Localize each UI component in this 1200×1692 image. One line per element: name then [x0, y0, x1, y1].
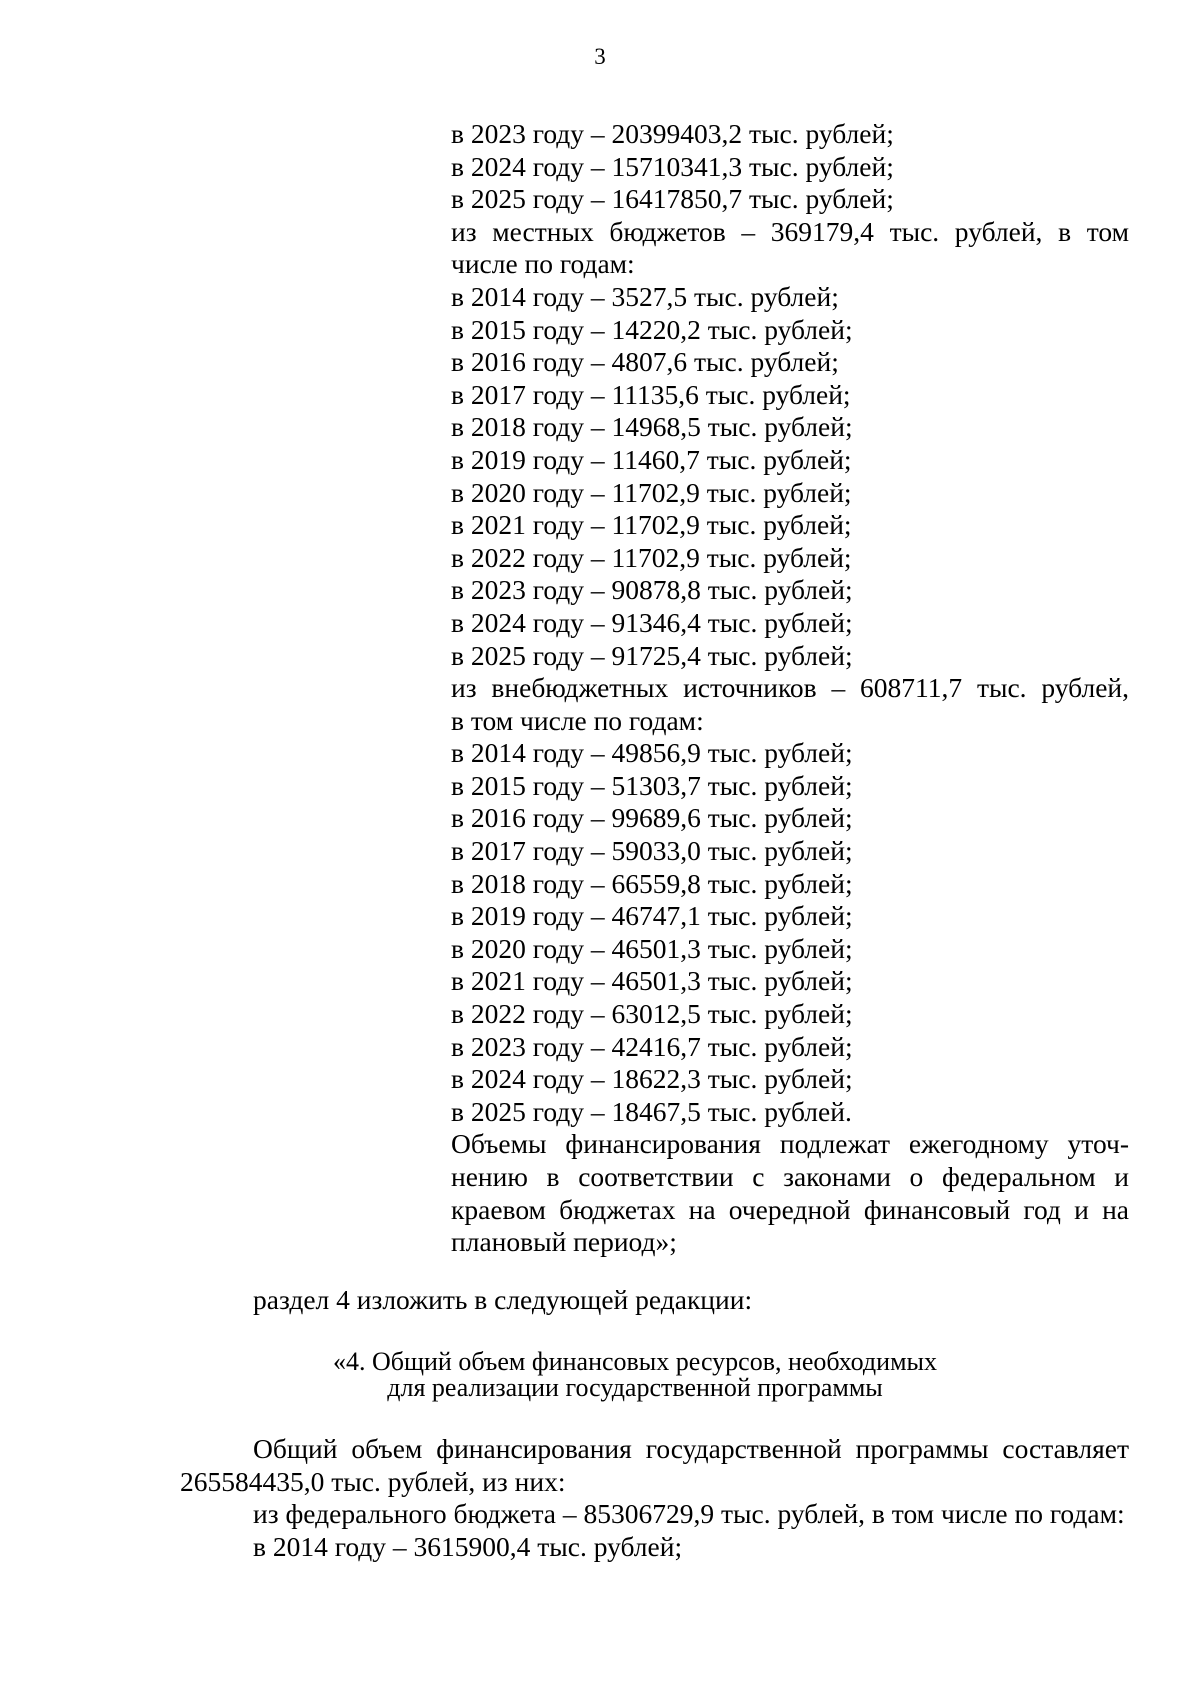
- local-budget-line: в 2025 году – 91725,4 тыс. рублей;: [451, 639, 853, 671]
- local-budget-line: в 2015 году – 14220,2 тыс. рублей;: [451, 313, 853, 345]
- funding-volumes-block: [451, 118, 1129, 1259]
- local-budget-line: в 2023 году – 90878,8 тыс. рублей;: [451, 574, 853, 606]
- offbudget-sources-header: из внебюджетных источников – 608711,7 тыс. рублей,: [451, 672, 1129, 704]
- offbudget-line: в 2022 году – 63012,5 тыс. рублей;: [451, 998, 853, 1030]
- offbudget-line: в 2024 году – 18622,3 тыс. рублей;: [451, 1063, 853, 1095]
- page-number: 3: [594, 44, 606, 69]
- local-budget-line: в 2014 году – 3527,5 тыс. рублей;: [451, 280, 839, 312]
- offbudget-sources-header-cont: в том числе по годам:: [451, 704, 704, 736]
- body-paragraph: в 2014 году – 3615900,4 тыс. рублей;: [253, 1530, 683, 1562]
- funding-note-line: краевом бюджетах на очередной финансовый год и на: [451, 1193, 1129, 1225]
- offbudget-line: в 2019 году – 46747,1 тыс. рублей;: [451, 900, 853, 932]
- section-heading-line1: «4. Общий объем финансовых ресурсов, необходимых: [332, 1347, 937, 1376]
- offbudget-line: в 2017 году – 59033,0 тыс. рублей;: [451, 835, 853, 867]
- local-budget-line: в 2018 году – 14968,5 тыс. рублей;: [451, 411, 853, 443]
- local-budget-line: в 2020 году – 11702,9 тыс. рублей;: [451, 476, 852, 508]
- offbudget-line: в 2016 году – 99689,6 тыс. рублей;: [451, 802, 853, 834]
- funding-note-line: нению в соответствии с законами о федеральном и: [451, 1161, 1129, 1192]
- local-budget-line: в 2022 году – 11702,9 тыс. рублей;: [451, 541, 852, 573]
- funding-note-line: Объемы финансирования подлежат ежегодному уточ-: [451, 1128, 1129, 1160]
- funding-note-last: плановый период»;: [451, 1226, 677, 1258]
- local-budget-line: в 2019 году – 11460,7 тыс. рублей;: [451, 443, 852, 475]
- offbudget-line: в 2023 году – 42416,7 тыс. рублей;: [451, 1030, 853, 1062]
- section-body: [180, 1433, 1129, 1563]
- local-budget-line: в 2017 году – 11135,6 тыс. рублей;: [451, 378, 851, 410]
- body-paragraph: из федерального бюджета – 85306729,9 тыс. рублей, в том числе по годам:: [253, 1498, 1125, 1530]
- offbudget-line: в 2020 году – 46501,3 тыс. рублей;: [451, 932, 853, 964]
- offbudget-line: в 2018 году – 66559,8 тыс. рублей;: [451, 867, 853, 899]
- local-budgets-header-cont: числе по годам:: [451, 248, 635, 280]
- local-budgets-header: из местных бюджетов – 369179,4 тыс. рублей, в том: [451, 215, 1129, 247]
- amendment-instruction: раздел 4 изложить в следующей редакции:: [253, 1284, 753, 1315]
- section-heading-line2: для реализации государственной программы: [387, 1373, 883, 1402]
- funding-line: в 2024 году – 15710341,3 тыс. рублей;: [451, 150, 894, 182]
- local-budget-line: в 2016 году – 4807,6 тыс. рублей;: [451, 346, 839, 378]
- offbudget-line: в 2021 году – 46501,3 тыс. рублей;: [451, 965, 853, 997]
- local-budget-line: в 2021 году – 11702,9 тыс. рублей;: [451, 509, 852, 541]
- local-budget-line: в 2024 году – 91346,4 тыс. рублей;: [451, 606, 853, 638]
- offbudget-line: в 2015 году – 51303,7 тыс. рублей;: [451, 769, 853, 801]
- offbudget-line: в 2025 году – 18467,5 тыс. рублей.: [451, 1095, 852, 1127]
- offbudget-line: в 2014 году – 49856,9 тыс. рублей;: [451, 737, 853, 769]
- funding-line: в 2025 году – 16417850,7 тыс. рублей;: [451, 183, 894, 215]
- funding-line: в 2023 году – 20399403,2 тыс. рублей;: [451, 118, 894, 149]
- body-paragraph: Общий объем финансирования государственной программы составляет 265584435,0 тыс. рублей, из них:: [180, 1433, 1129, 1497]
- section-heading: [0, 1349, 1200, 1401]
